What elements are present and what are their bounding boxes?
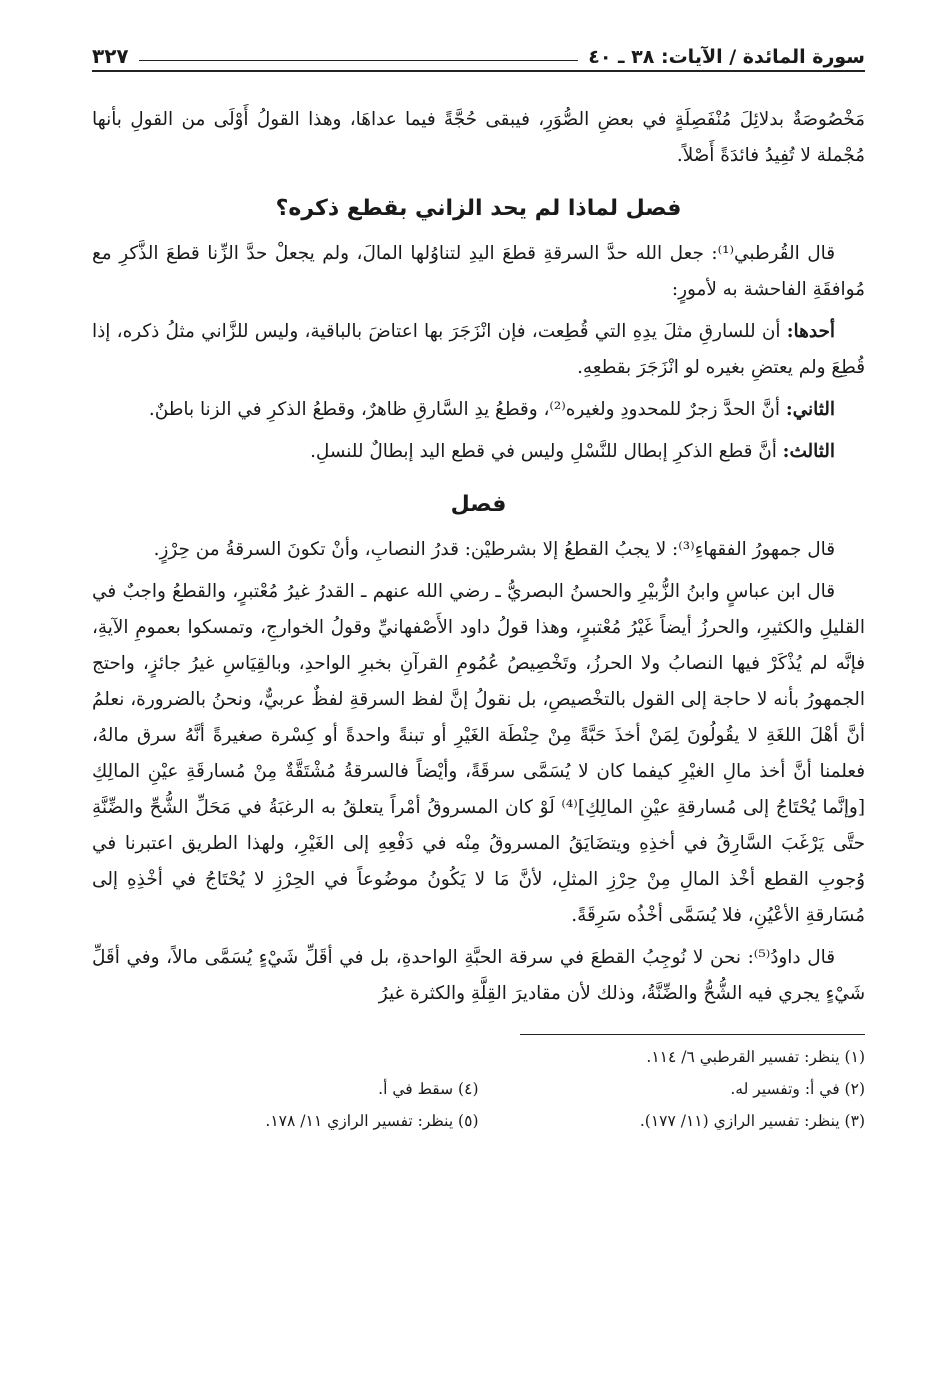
footnote-1: (١) ينظر: تفسير القرطبي ٦/ ١١٤.	[646, 1048, 865, 1066]
header-rule	[139, 60, 579, 61]
footnote-2: (٢) في أ: وتفسير له.	[730, 1080, 865, 1098]
paragraph-jumhur: قال جمهورُ الفقهاءِ⁽³⁾: لا يجبُ القطعُ إلا بشرطيْن: قدرُ النصابِ، وأنْ تكونَ السرقةُ من حِرْزٍ.	[153, 539, 835, 560]
section-heading-fasl: فصل	[450, 492, 507, 517]
paragraph-dawud: قال داودُ⁽⁵⁾: نحن لا نُوجِبُ القطعَ في سرقة الحبَّةِ الواحدةِ، بل في أقَلِّ شَيْءٍ يُسَمَّى مالاً، وفي أقَلِّ شَيْءٍ يجري فيه الشُّحُّ والضِّنَّةُ، وذلك لأن مقاديرَ القِلَّةِ والكثرة غيرُ	[92, 947, 865, 1004]
paragraph-qurtubi: قال القُرطبي⁽¹⁾: جعل الله حدَّ السرقةِ قطعَ اليدِ لتناوُلها المالَ، ولم يجعلْ حدَّ الزِّنا قطعَ الذَّكرِ مع مُوافقَةِ الفاحشة به لأمورٍ:	[92, 243, 865, 300]
running-header	[92, 38, 865, 72]
section-heading-zani: فصل لماذا لم يحد الزاني بقطع ذكره؟	[275, 196, 682, 221]
footnote-row	[92, 1073, 865, 1105]
chapter-title: سورة المائدة / الآيات: ٣٨ ـ ٤٠	[588, 46, 865, 68]
paragraph-second-reason	[92, 392, 865, 428]
book-page	[92, 38, 865, 1137]
text-second: أنَّ الحدَّ زجرٌ للمحدودِ ولغيره⁽²⁾، وقطعُ يدِ السَّارقِ ظاهرٌ، وقطعُ الذكرِ في الزنا باطنٌ.	[148, 399, 786, 420]
paragraph-first-reason	[92, 314, 865, 386]
text-first: أن للسارقِ مثلَ يدِهِ التي قُطِعت، فإن انْزَجَرَ بها اعتاضَ بالباقية، وليس للزَّاني مثلُ ذكره، إذا قُطِعَ ولم يعتضِ بغيره لو انْزَجَرَ بقطعِهِ.	[92, 321, 865, 378]
label-third: الثالث:	[782, 441, 835, 462]
footnote-5: (٥) ينظر: تفسير الرازي ١١/ ١٧٨.	[265, 1112, 479, 1130]
footnote-4: (٤) سقط في أ.	[378, 1080, 479, 1098]
footnotes	[92, 1041, 865, 1137]
paragraph-third-reason	[92, 434, 865, 470]
footnote-separator	[520, 1034, 865, 1035]
text-third: أنَّ قطع الذكرِ إبطال للنَّسْلِ وليس في قطع اليد إبطالٌ للنسلِ.	[310, 441, 783, 462]
paragraph-continuation: مَخْصُوصَةٌ بدلائِلَ مُنْفَصِلَةٍ في بعضِ الصُّوَرِ، فيبقى حُجَّةً فيما عداهَا، وهذا القولُ أَوْلَى من القولِ بأنها مُجْملة لا تُفِيدُ فائدَةً أَصْلاً.	[92, 109, 865, 166]
label-first: أحدها:	[786, 321, 835, 342]
footnote-row	[92, 1041, 865, 1073]
footnote-row	[92, 1105, 865, 1137]
paragraph-ibn-abbas: قال ابن عباسٍ وابنُ الزُّبيْرِ والحسنُ البصريُّ ـ رضي الله عنهم ـ القدرُ غيرُ مُعْتبرٍ، والقطعُ واجبٌ في القليلِ والكثيرِ، والحرزُ أيضاً غَيْرُ مُعْتبرٍ، وهذا قولُ داود الأَصْفهانيِّ وقولُ الخوارجِ، وتمسكوا بعمومِ الآيةِ، فإنَّه لم يُذْكَرْ فيها النصابُ ولا الحرزُ، وتَخْصِيصُ عُمُومِ القرآنِ بخبرِ الواحدِ، وبالقِيَاسِ غيرُ جائزٍ، واحتج الجمهورُ بأنه لا حاجة إلى القول بالتخْصيصِ، بل نقولُ إنَّ لفظ السرقةِ لفظٌ عربيٌّ، ونحنُ بالضرورة، نعلمُ أنَّ أهْلَ اللغَةِ لا يقُولُونَ لِمَنْ أخذَ حَبَّةً مِنْ حِنْطَة الغَيْرِ أو تبنةً واحدةً أو كِسْرة صغيرةً أنَّهُ سرق مالهُ، فعلمنا أنَّ أخذ مالِ الغيْرِ كيفما كان لا يُسَمَّى سرقَةً، وأيْضاً فالسرقةُ مُشْتَقَّةٌ مِنْ مُسارقَةِ عيْنِ المالِكِ [وإنَّما يُحْتَاجُ إلى مُسارقةِ عيْنِ المالِكِ]⁽⁴⁾ لَوْ كان المسروقُ أمْراً يتعلقُ به الرغبَةُ في مَحَلِّ الشُّحِّ والضِّنَّةِ حتَّى يَرْغَبَ السَّارِقُ في أخذِهِ ويتضَايَقُ المسروقُ مِنْه في دَفْعِهِ إلى الغَيْرِ، ولهذا الطريق اعتبرنا في وُجوبِ القطع أخْذ المالِ مِنْ حِرْزِ المثلِ، لأنَّ مَا لا يَكُونُ موضُوعاً في الحِرْزِ لا يُحْتَاجُ في أخْذِهِ إلى مُسَارقةِ الأعْيُنِ، فلا يُسَمَّى أخْذُه سَرِقَةً.	[92, 581, 865, 926]
page-number: ٣٢٧	[92, 44, 129, 68]
footnote-3: (٣) ينظر: تفسير الرازي (١١/ ١٧٧).	[639, 1112, 865, 1130]
page-body	[92, 102, 865, 1012]
label-second: الثاني:	[785, 399, 835, 420]
